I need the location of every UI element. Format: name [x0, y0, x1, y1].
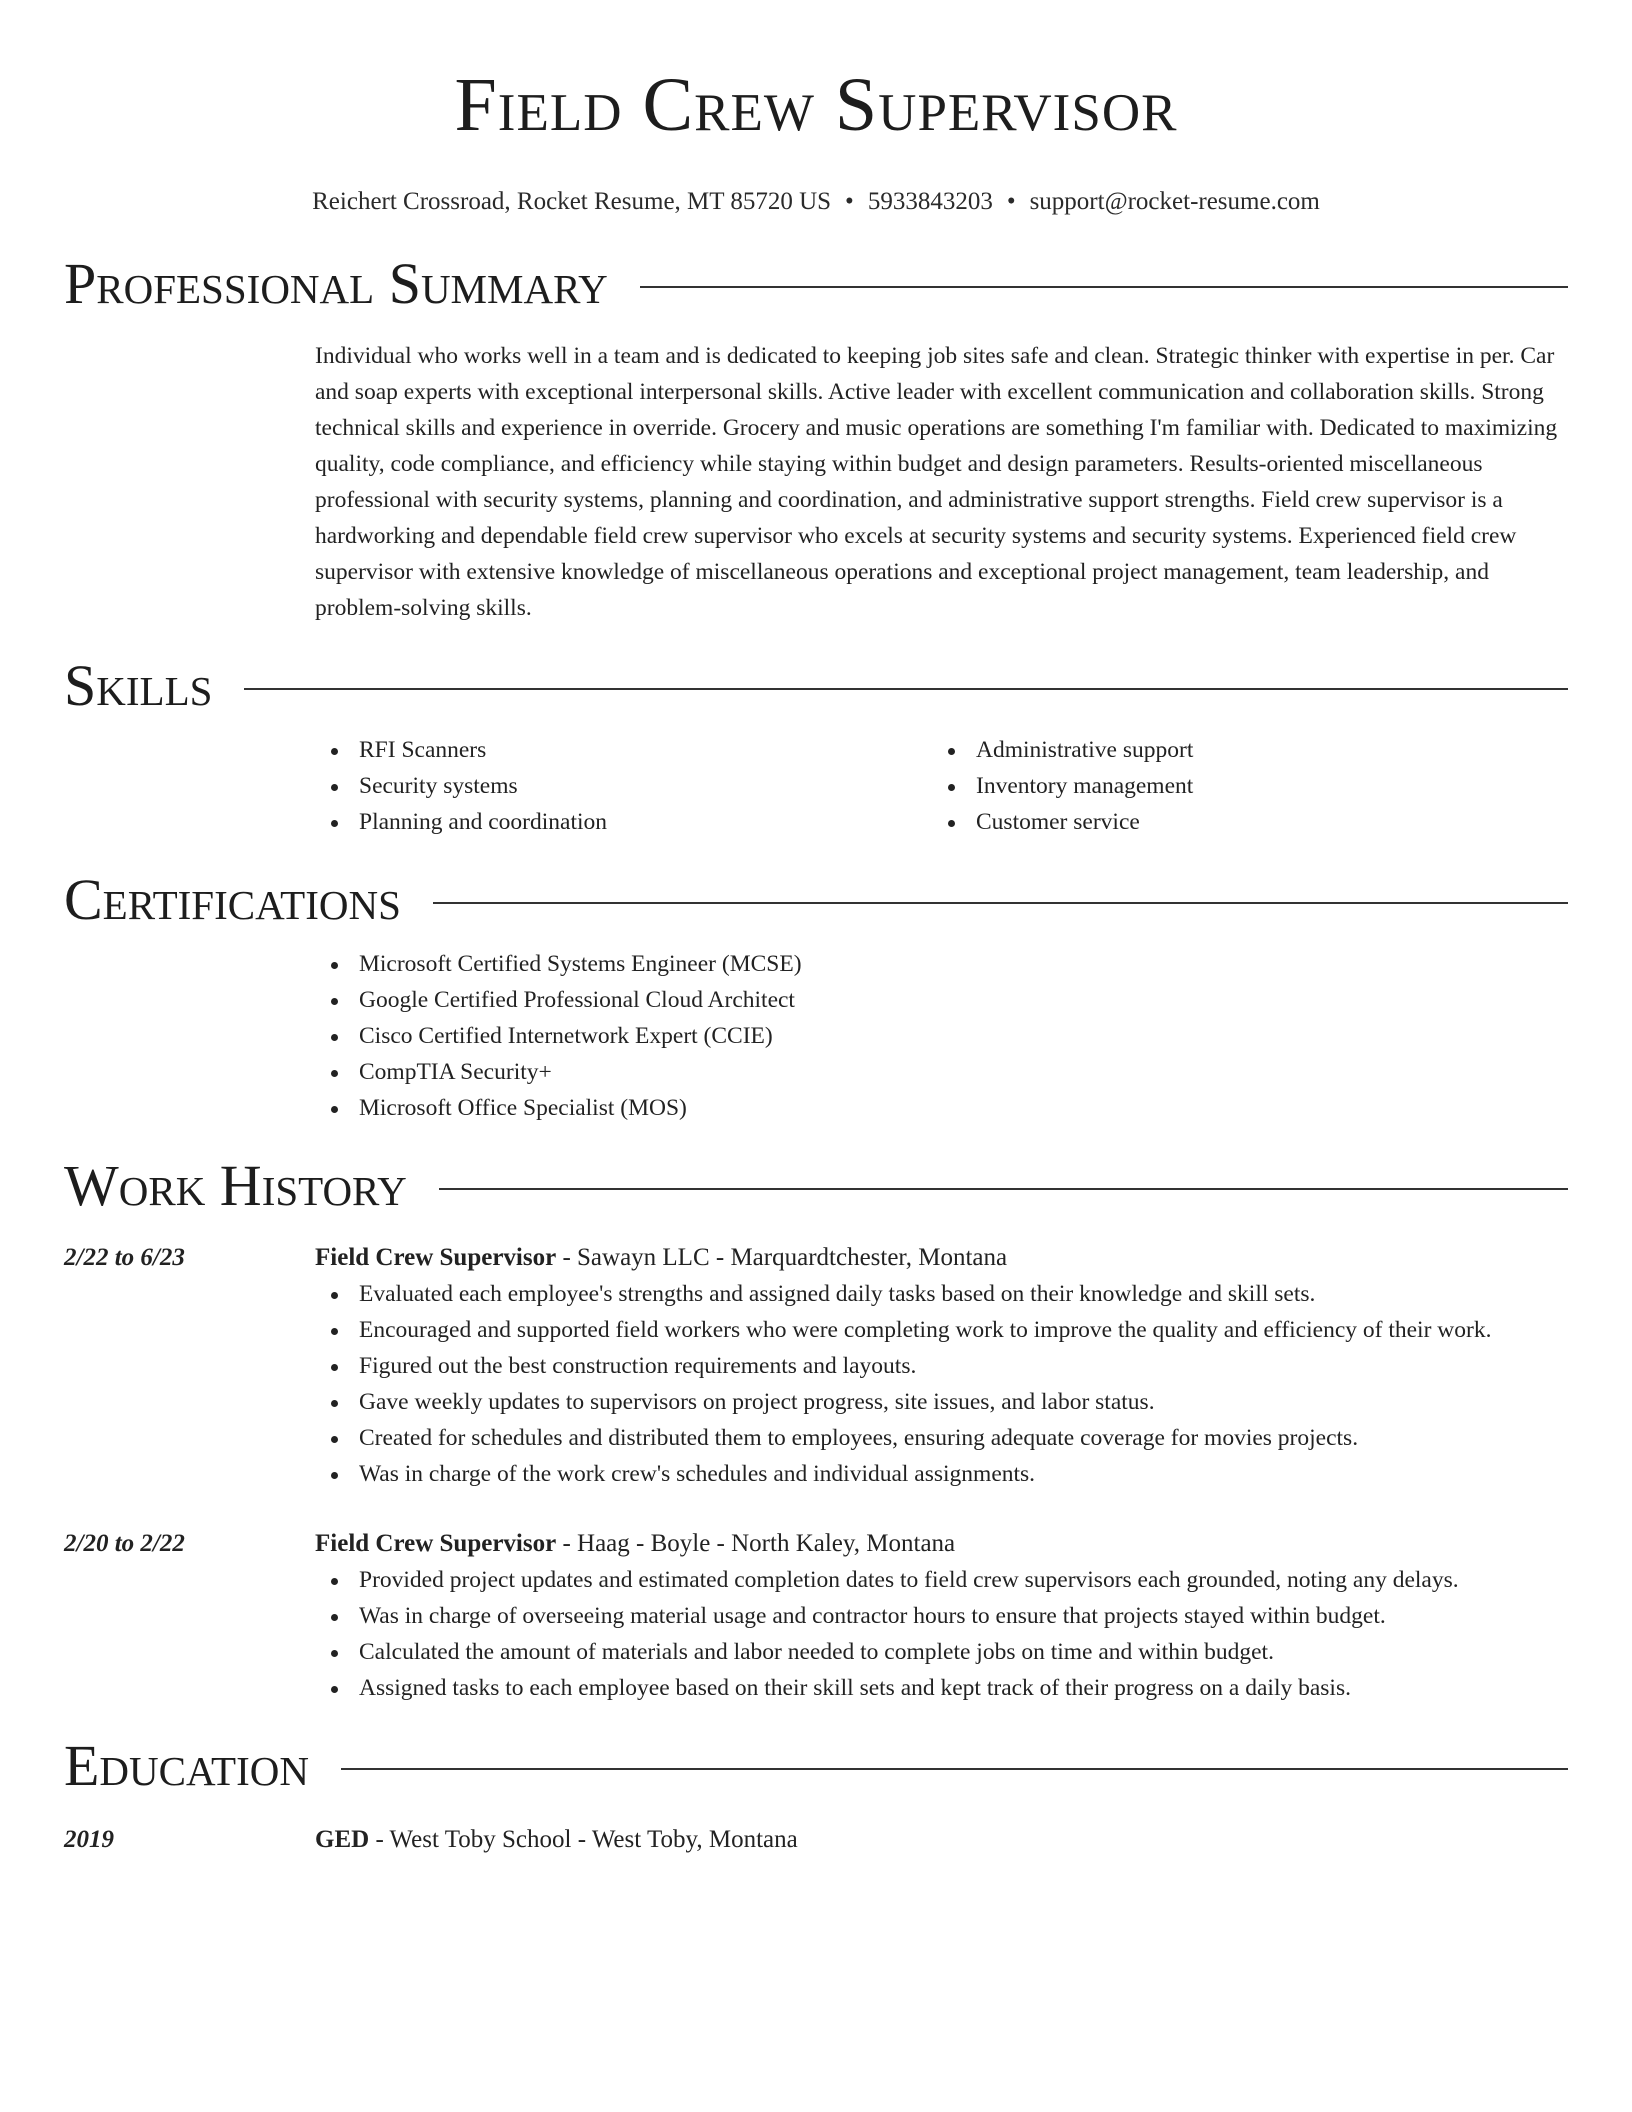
certification-item: Google Certified Professional Cloud Architect	[359, 982, 1568, 1018]
job-employer-location: - Haag - Boyle - North Kaley, Montana	[556, 1530, 956, 1557]
education-degree: GED	[315, 1826, 370, 1853]
job-title-line	[315, 1526, 1568, 1562]
section-divider	[433, 902, 1568, 904]
contact-separator: •	[845, 188, 854, 215]
job-bullet: Was in charge of the work crew's schedules and individual assignments.	[359, 1456, 1568, 1492]
job-bullet: Evaluated each employee's strengths and assigned daily tasks based on their knowledge and skill sets.	[359, 1276, 1568, 1312]
work-history-section-title: Work History	[64, 1153, 407, 1218]
job-bullet: Was in charge of overseeing material usage and contractor hours to ensure that projects stayed within budget.	[359, 1598, 1568, 1634]
job-bullet: Encouraged and supported field workers who were completing work to improve the quality and efficiency of their work.	[359, 1312, 1568, 1348]
job-employer-location: - Sawayn LLC - Marquardtchester, Montana	[556, 1244, 1008, 1271]
summary-section-title: Professional Summary	[64, 251, 608, 316]
skill-item: Planning and coordination	[359, 804, 932, 840]
certification-item: Cisco Certified Internetwork Expert (CCIE)	[359, 1018, 1568, 1054]
education-entry	[64, 1822, 1568, 1858]
skills-section-header	[64, 654, 1568, 718]
contact-address: Reichert Crossroad, Rocket Resume, MT 85720 US	[312, 188, 832, 215]
job-bullet: Calculated the amount of materials and labor needed to complete jobs on time and within budget.	[359, 1634, 1568, 1670]
education-year: 2019	[64, 1826, 114, 1853]
education-details	[315, 1822, 1568, 1858]
contact-line	[64, 186, 1568, 218]
certifications-list	[315, 946, 1568, 1126]
candidate-name: Field Crew Supervisor	[454, 63, 1178, 147]
job-entry	[64, 1526, 1568, 1706]
skill-item: Customer service	[976, 804, 1549, 840]
section-divider	[341, 1768, 1568, 1770]
contact-separator: •	[1006, 188, 1016, 215]
work-history-section-header	[64, 1154, 1568, 1218]
job-bullet: Gave weekly updates to supervisors on project progress, site issues, and labor status.	[359, 1384, 1568, 1420]
job-role: Field Crew Supervisor	[315, 1244, 557, 1271]
job-details	[315, 1526, 1568, 1706]
job-bullets	[315, 1562, 1568, 1706]
job-role: Field Crew Supervisor	[315, 1530, 557, 1557]
contact-phone: 5933843203	[867, 188, 993, 215]
contact-email: support@rocket-resume.com	[1029, 188, 1320, 215]
skill-item: Inventory management	[976, 768, 1549, 804]
summary-section-header	[64, 252, 1568, 316]
skill-item: RFI Scanners	[359, 732, 932, 768]
certifications-section-title: Certifications	[64, 867, 401, 932]
skills-section-title: Skills	[64, 653, 213, 718]
job-dates: 2/20 to 2/22	[64, 1530, 185, 1557]
skills-list	[315, 732, 1568, 840]
job-bullet: Assigned tasks to each employee based on their skill sets and kept track of their progress on a daily basis.	[359, 1670, 1568, 1706]
summary-text: Individual who works well in a team and is dedicated to keeping job sites safe and clean. Strategic thinker with expertise in per. Car and soap experts with exceptional interpersonal skills. Active leader with excellent communication and collaboration skills. Strong technical skills and experience in override. Grocery and music operations are something I'm familiar with. Dedicated to maximizing quality, code compliance, and efficiency while staying within budget and design parameters. Results-oriented miscellaneous professional with security systems, planning and coordination, and administrative support strengths. Field crew supervisor is a hardworking and dependable field crew supervisor who excels at security systems and security systems. Experienced field crew supervisor with extensive knowledge of miscellaneous operations and exceptional project management, team leadership, and problem-solving skills.	[315, 343, 1558, 621]
education-section-header	[64, 1734, 1568, 1798]
certification-item: Microsoft Certified Systems Engineer (MCSE)	[359, 946, 1568, 982]
certification-item: CompTIA Security+	[359, 1054, 1568, 1090]
job-title-line	[315, 1240, 1568, 1276]
skills-column-right	[932, 732, 1549, 840]
section-divider	[439, 1188, 1568, 1190]
job-dates: 2/22 to 6/23	[64, 1244, 185, 1271]
job-bullet: Figured out the best construction requirements and layouts.	[359, 1348, 1568, 1384]
skill-item: Administrative support	[976, 732, 1549, 768]
job-bullets	[315, 1276, 1568, 1492]
skills-column-left	[315, 732, 932, 840]
education-section-title: Education	[64, 1733, 309, 1798]
certifications-section-header	[64, 868, 1568, 932]
job-bullet: Created for schedules and distributed them to employees, ensuring adequate coverage for movies projects.	[359, 1420, 1568, 1456]
section-divider	[640, 286, 1568, 288]
certification-item: Microsoft Office Specialist (MOS)	[359, 1090, 1568, 1126]
section-divider	[244, 688, 1568, 690]
job-bullet: Provided project updates and estimated completion dates to field crew supervisors each grounded, noting any delays.	[359, 1562, 1568, 1598]
job-details	[315, 1240, 1568, 1492]
education-school-location: - West Toby School - West Toby, Montana	[369, 1826, 798, 1853]
skill-item: Security systems	[359, 768, 932, 804]
job-entry	[64, 1240, 1568, 1492]
